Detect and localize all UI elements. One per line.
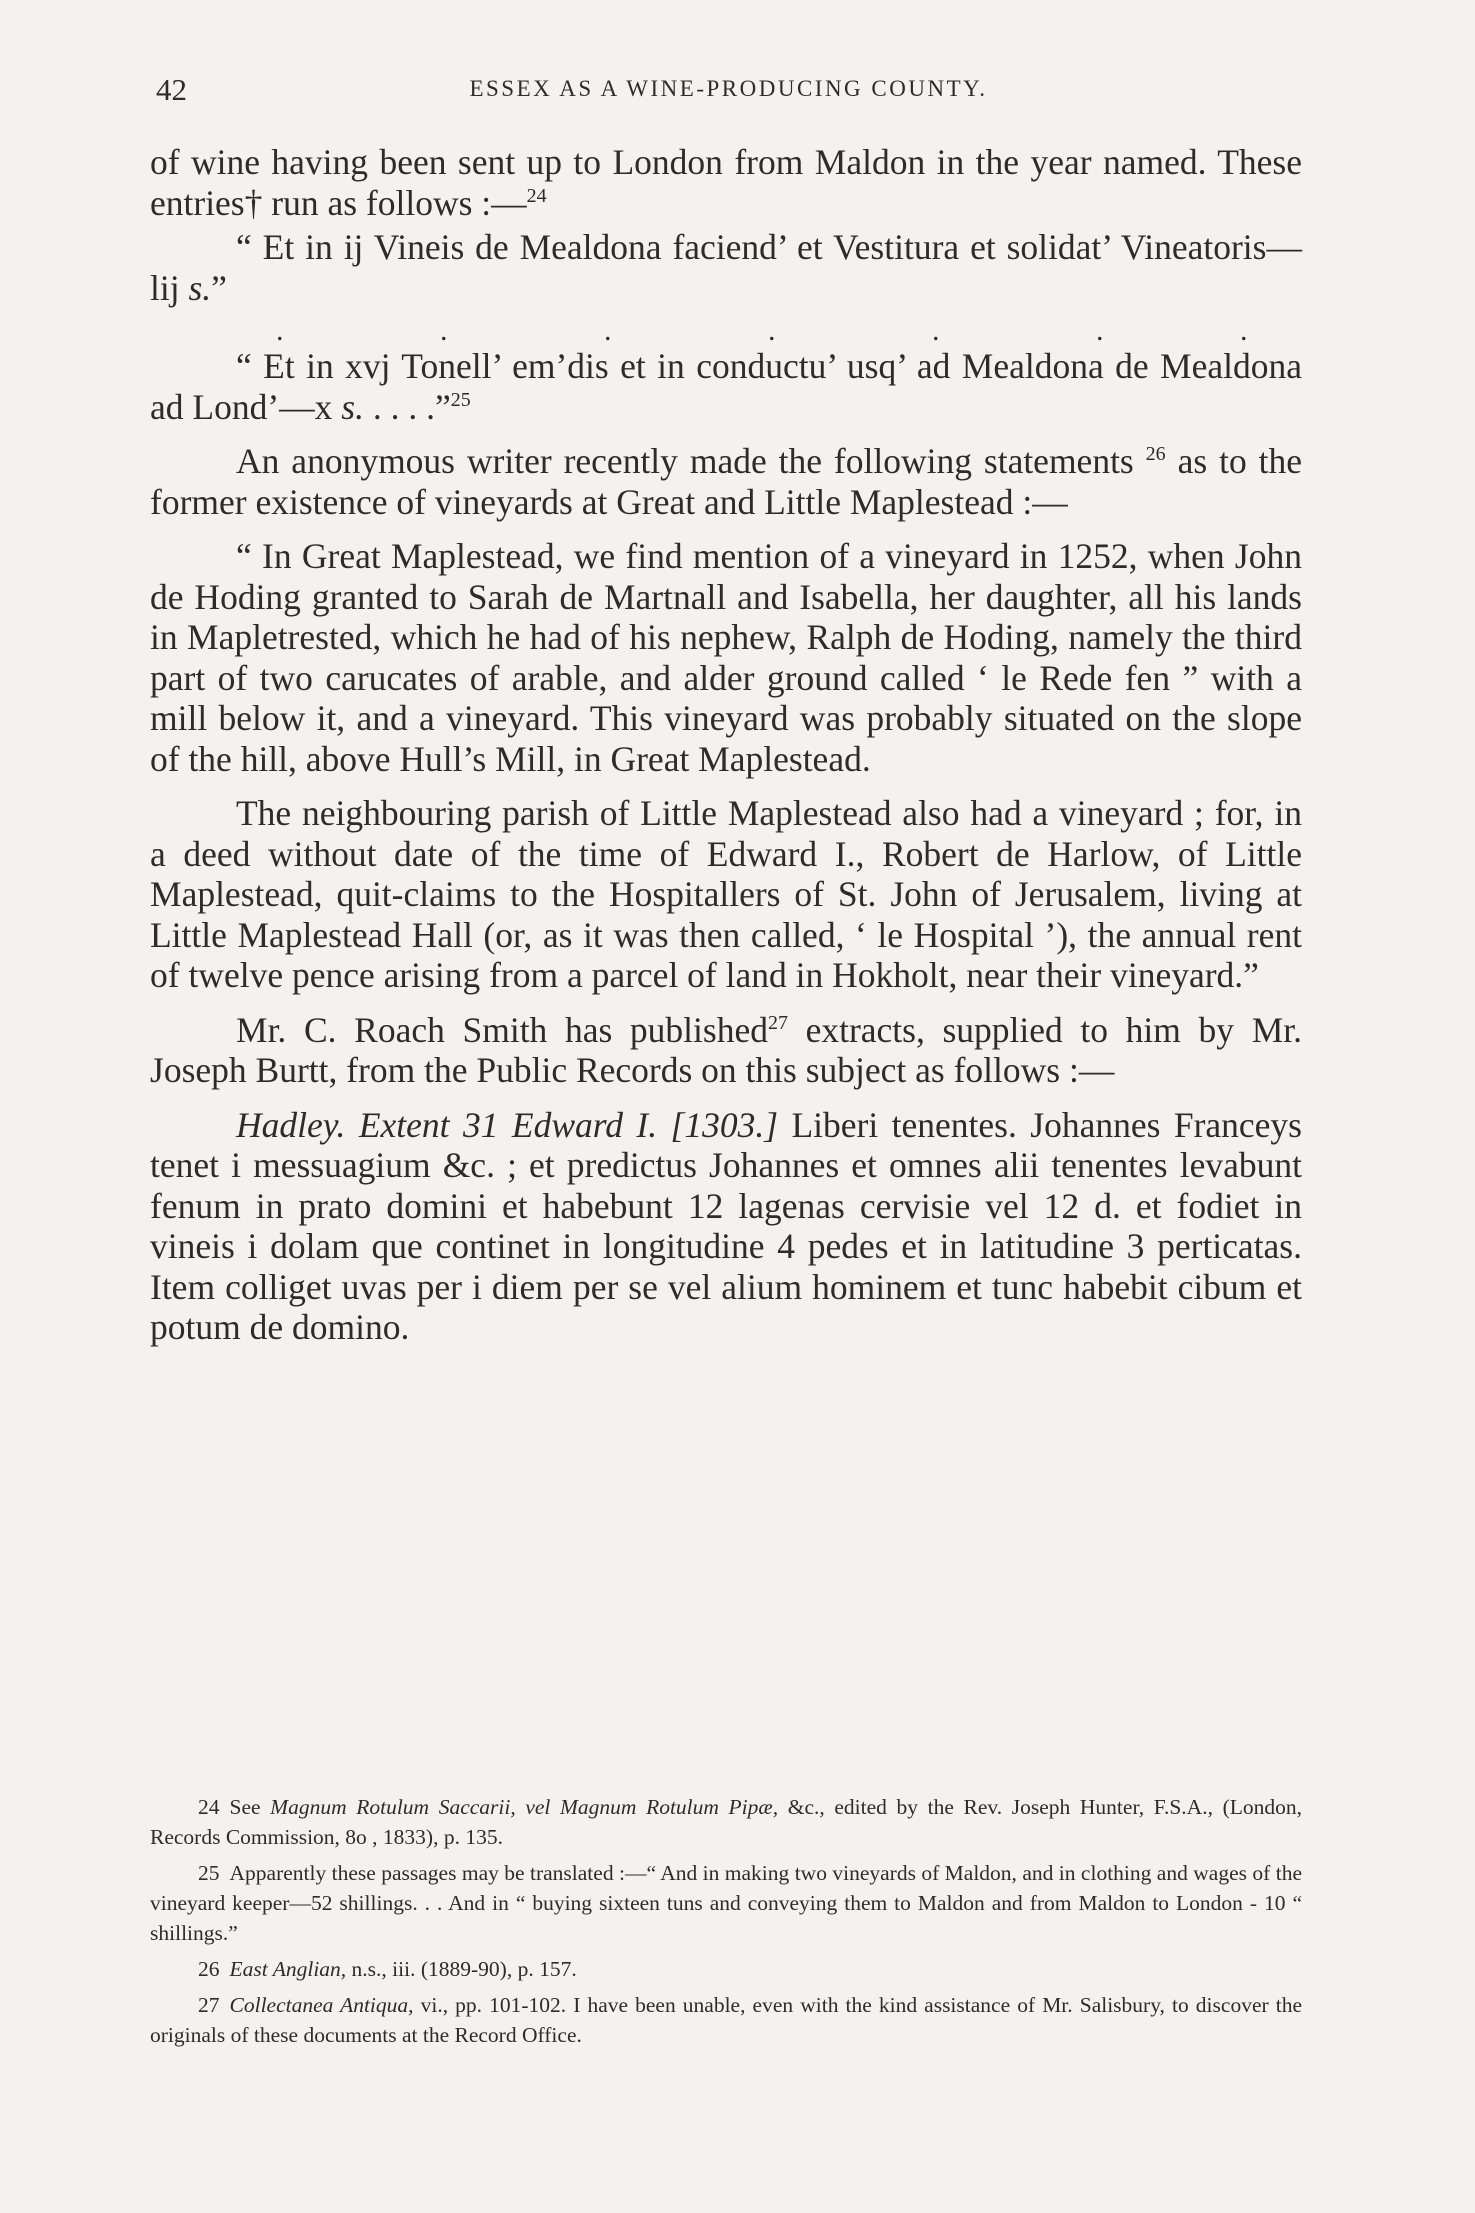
footnote-number: 27 [198, 1993, 220, 2017]
paragraph: An anonymous writer recently made the following statements $^{26}$ as to the former existence of vineyards at Great and Little Maplestead :— [150, 441, 1302, 522]
page-number: 42 [156, 72, 187, 107]
ellipsis-dot: . [1240, 314, 1248, 347]
footnote-27: 27 Collectanea Antiqua, vi., pp. 101-102. I have been unable, even with the kind assistance of Mr. Salisbury, to discover the originals of these documents at the Record Office. [150, 1993, 1302, 2047]
quotation: “ Et in ij Vineis de Mealdona faciend’ et Vestitura et solidat’ Vineatoris—lij s.” [150, 227, 1302, 308]
footnote-ref-25: 25 [450, 388, 471, 411]
page-header [156, 72, 1301, 112]
ellipsis-row [150, 316, 1302, 346]
footnote-number: 24 [198, 1795, 220, 1819]
shilling-unit: s. [341, 386, 364, 427]
dagger-mark: † [244, 182, 263, 223]
footnote-25: 25 Apparently these passages may be translated :—“ And in making two vineyards of Maldon, and in clothing and wages of the vineyard keeper—52 shillings. . . And in “ buying sixteen tuns and conveying them to Maldon and from Maldon to London - 10 “ shillings.” [150, 1861, 1302, 1945]
ellipsis-dot: . [932, 314, 940, 347]
ellipsis-dot: . [604, 314, 612, 347]
footnote-ref-26: 26 [1145, 443, 1166, 466]
shilling-unit: s. [188, 267, 212, 308]
record-citation: Hadley. Extent 31 Edward I. [1303.] [236, 1104, 779, 1145]
ellipsis-dot: . [276, 314, 284, 347]
footnote-ref-24: 24 [526, 184, 547, 207]
paragraph: The neighbouring parish of Little Maplestead also had a vineyard ; for, in a deed without date of the time of Edward I., Robert de Harlow, of Little Maplestead, quit-claims to the Hospitallers of St. John of Jerusalem, living at Little Maplestead Hall (or, as it was then called, ‘ le Hospital ’), the annual rent of twelve pence arising from a parcel of land in Hokholt, near their vineyard.” [150, 793, 1302, 995]
ellipsis-dot: . [440, 314, 448, 347]
body-text [150, 142, 1302, 1348]
running-title: ESSEX AS A WINE-PRODUCING COUNTY. [469, 76, 988, 101]
ellipsis-dot: . [1096, 314, 1104, 347]
paragraph: Hadley. Extent 31 Edward I. [1303.] Liberi tenentes. Johannes Franceys tenet i messuagium &c. ; et predictus Johannes et omnes alii tenentes levabunt fenum in prato domini et habebunt 12 lagenas cervisie vel 12 d. et fodiet in vineis i dolam que continet in longitudine 4 pedes et in latitudine 3 perticatas. Item colliget uvas per i diem per se vel alium hominem et tunc habebit cibum et potum de domino. [150, 1104, 1302, 1347]
footnotes [150, 1792, 1302, 2056]
footnote-ref-27: 27 [767, 1011, 788, 1034]
footnote-24: 24 See Magnum Rotulum Saccarii, vel Magnum Rotulum Pipæ, &c., edited by the Rev. Joseph Hunter, F.S.A., (London, Records Commission, 8o , 1833), p. 135. [150, 1795, 1302, 1849]
quotation: “ In Great Maplestead, we find mention of a vineyard in 1252, when John de Hoding granted to Sarah de Martnall and Isabella, her daughter, all his lands in Mapletrested, which he had of his nephew, Ralph de Hoding, namely the third part of two carucates of arable, and alder ground called ‘ le Rede fen ” with a mill below it, and a vineyard. This vineyard was probably situated on the slope of the hill, above Hull’s Mill, in Great Maplestead. [150, 536, 1302, 779]
quotation: “ Et in xvj Tonell’ em’dis et in conductu’ usq’ ad Mealdona de Mealdona ad Lond’—x s. . . . .”$^{25}$ [150, 346, 1302, 427]
ellipsis-dot: . [768, 314, 776, 347]
footnote-26: 26 East Anglian, n.s., iii. (1889-90), p. 157. [198, 1957, 577, 1981]
footnote-number: 26 [198, 1957, 220, 1981]
footnote-number: 25 [198, 1861, 220, 1885]
paragraph: of wine having been sent up to London from Maldon in the year named. These entries† run as follows :—$^{24}$ [150, 142, 1302, 223]
paragraph: Mr. C. Roach Smith has published$^{27}$ extracts, supplied to him by Mr. Joseph Burtt, from the Public Records on this subject as follows :— [150, 1009, 1302, 1090]
